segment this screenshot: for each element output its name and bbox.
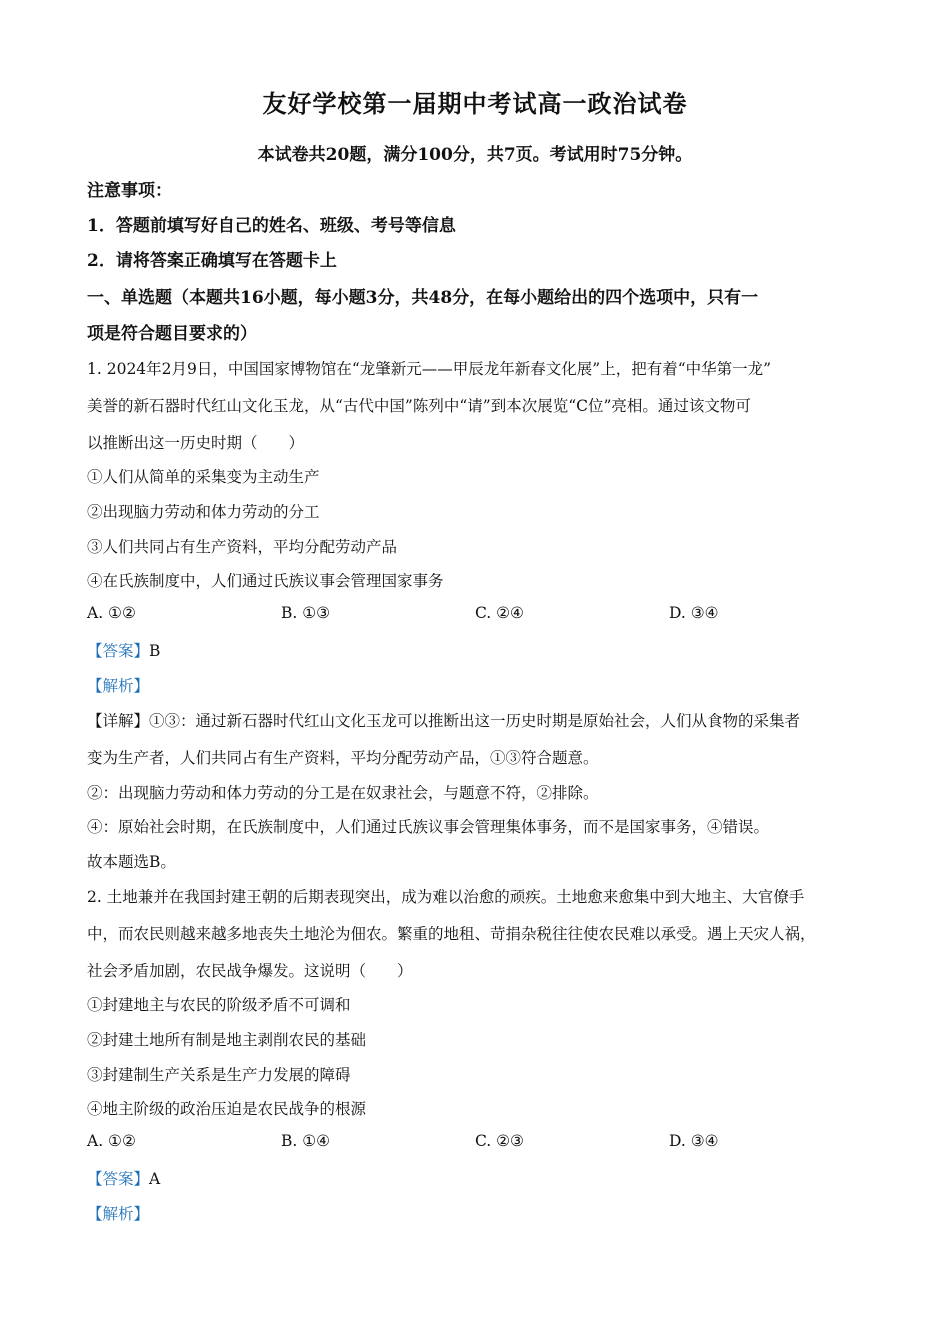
q1-analysis	[87, 674, 877, 696]
q2-analysis	[87, 1202, 877, 1224]
q2-statement: ④地主阶级的政治压迫是农民战争的根源	[87, 1100, 367, 1118]
answer-tag: 【答案】	[87, 1170, 150, 1188]
answer-value: A	[149, 1170, 161, 1188]
section-heading: 一、单选题（本题共16小题，每小题3分，共48分，在每小题给出的四个选项中，只有一	[87, 288, 759, 308]
detail-text: ①③：通过新石器时代红山文化玉龙可以推断出这一历史时期是原始社会，人们从食物的采集者	[149, 712, 801, 730]
q2-statement: ③封建制生产关系是生产力发展的障碍	[87, 1066, 351, 1084]
q1-detail-line: ②：出现脑力劳动和体力劳动的分工是在奴隶社会，与题意不符，②排除。	[87, 784, 599, 802]
answer-value: B	[149, 642, 161, 660]
q2-stem-line: 中，而农民则越来越多地丧失土地沦为佃农。繁重的地租、苛捐杂税往往使农民难以承受。遇上天灾人祸，	[87, 925, 816, 943]
detail-tag: 【详解】	[87, 712, 150, 730]
notes-heading: 注意事项：	[87, 181, 172, 201]
q1-option-b: B. ①③	[281, 604, 331, 622]
q2-option-c: C. ②③	[475, 1132, 524, 1150]
q2-option-b: B. ①④	[281, 1132, 331, 1150]
q1-stem-line: 以推断出这一历史时期（ ）	[87, 434, 305, 452]
q1-detail-line: 变为生产者，人们共同占有生产资料，平均分配劳动产品，①③符合题意。	[87, 749, 599, 767]
q1-detail-line: ④：原始社会时期，在氏族制度中，人们通过氏族议事会管理集体事务，而不是国家事务，④错误。	[87, 818, 770, 836]
q2-stem-line: 2. 土地兼并在我国封建王朝的后期表现突出，成为难以治愈的顽疾。土地愈来愈集中到大地主、大官僚手	[87, 888, 805, 906]
q2-answer	[87, 1167, 877, 1189]
section-heading-cont: 项是符合题目要求的）	[87, 324, 257, 344]
q1-conclusion: 故本题选B。	[87, 853, 176, 871]
q1-detail-line	[87, 709, 877, 731]
analysis-tag: 【解析】	[87, 677, 150, 695]
q1-statement: ③人们共同占有生产资料，平均分配劳动产品	[87, 538, 398, 556]
q2-statement: ①封建地主与农民的阶级矛盾不可调和	[87, 996, 351, 1014]
q2-option-a: A. ①②	[87, 1132, 136, 1150]
analysis-tag: 【解析】	[87, 1205, 150, 1223]
q1-statement: ④在氏族制度中，人们通过氏族议事会管理国家事务	[87, 572, 444, 590]
q1-option-d: D. ③④	[669, 604, 719, 622]
q1-statement: ②出现脑力劳动和体力劳动的分工	[87, 503, 320, 521]
q2-stem-line: 社会矛盾加剧，农民战争爆发。这说明（ ）	[87, 962, 413, 980]
q1-answer	[87, 639, 877, 661]
q1-option-c: C. ②④	[475, 604, 524, 622]
q1-stem-line: 1. 2024年2月9日，中国国家博物馆在“龙肇新元——甲辰龙年新春文化展”上，把有着“中华第一龙”	[87, 360, 772, 378]
q2-option-d: D. ③④	[669, 1132, 719, 1150]
q2-statement: ②封建土地所有制是地主剥削农民的基础	[87, 1031, 367, 1049]
q1-statement: ①人们从简单的采集变为主动生产	[87, 468, 320, 486]
q1-option-a: A. ①②	[87, 604, 136, 622]
answer-tag: 【答案】	[87, 642, 150, 660]
note-item: 1．答题前填写好自己的姓名、班级、考号等信息	[87, 216, 456, 236]
note-item: 2．请将答案正确填写在答题卡上	[87, 251, 337, 271]
exam-info: 本试卷共20题，满分100分，共7页。考试用时75分钟。	[257, 145, 693, 165]
q1-stem-line: 美誉的新石器时代红山文化玉龙，从“古代中国”陈列中“请”到本次展览“C位”亮相。通过该文物可	[87, 397, 751, 415]
page-title: 友好学校第一届期中考试高一政治试卷	[262, 89, 688, 118]
